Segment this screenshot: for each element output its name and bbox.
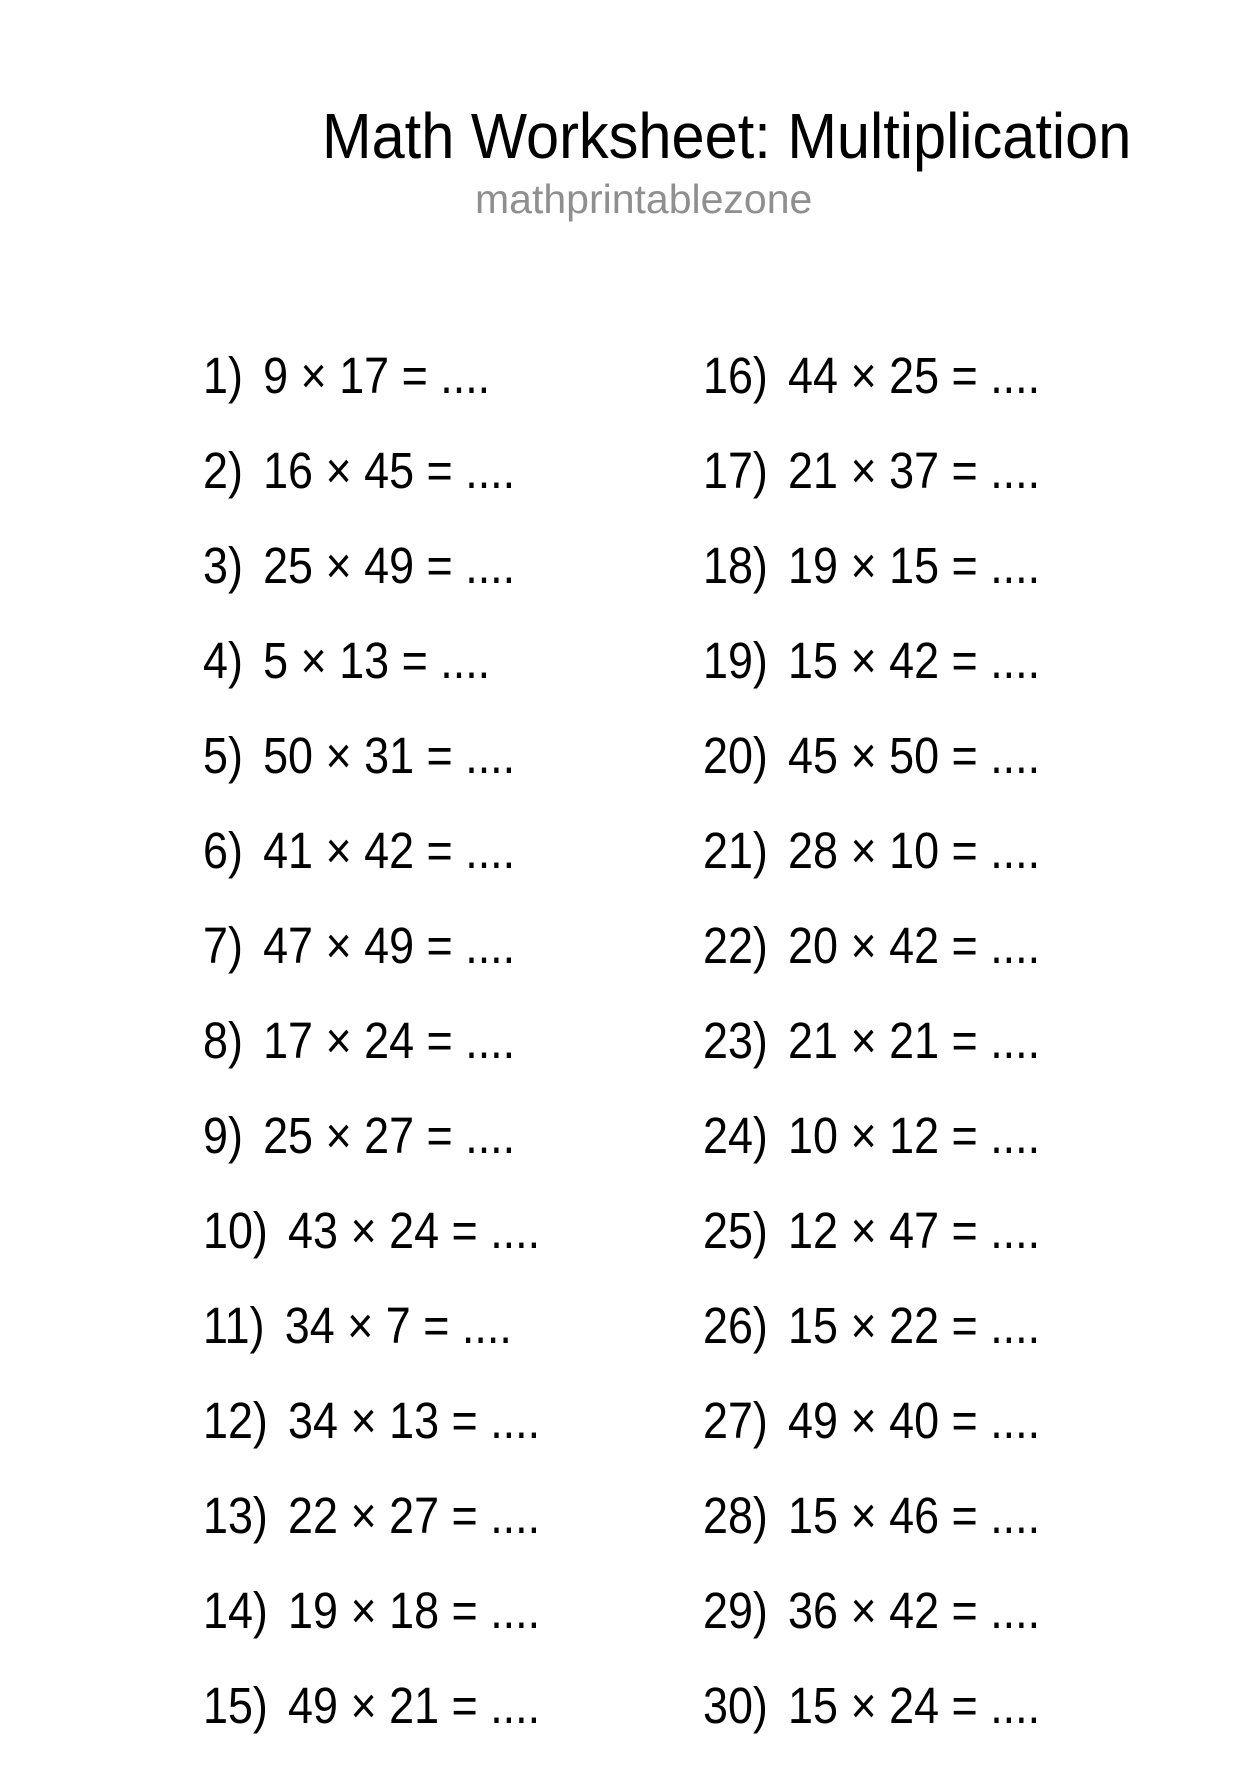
problem-row	[203, 729, 540, 824]
problem-expression: 21 × 37 = ....	[788, 442, 1041, 499]
problem-expression: 20 × 42 = ....	[788, 917, 1041, 974]
problem-number: 6)	[203, 822, 243, 879]
problem-row	[203, 1299, 540, 1394]
problem-number: 17)	[703, 442, 768, 499]
problem-number: 22)	[703, 917, 768, 974]
problem-row	[703, 1584, 1040, 1679]
problem-expression: 19 × 18 = ....	[288, 1582, 541, 1639]
problem-row	[703, 1489, 1040, 1584]
problem-row	[203, 1204, 540, 1299]
problem-row	[203, 634, 540, 729]
problems-column-right	[703, 349, 1086, 1774]
problem-expression: 12 × 47 = ....	[788, 1202, 1041, 1259]
problem-row	[203, 1394, 540, 1489]
problem-number: 15)	[203, 1677, 268, 1734]
page-title: Math Worksheet: Multiplication	[322, 100, 1132, 172]
problem-number: 19)	[703, 632, 768, 689]
problem-number: 10)	[203, 1202, 268, 1259]
problem-number: 1)	[203, 347, 243, 404]
problem-expression: 19 × 15 = ....	[788, 537, 1041, 594]
problem-row	[703, 1109, 1040, 1204]
problem-row	[203, 349, 540, 444]
problem-number: 20)	[703, 727, 768, 784]
problem-number: 24)	[703, 1107, 768, 1164]
problem-number: 12)	[203, 1392, 268, 1449]
problem-row	[203, 444, 540, 539]
problems-column-left	[203, 349, 586, 1774]
problem-expression: 22 × 27 = ....	[288, 1487, 541, 1544]
problem-row	[203, 1584, 540, 1679]
problem-row	[703, 729, 1040, 824]
problem-row	[703, 1204, 1040, 1299]
problem-expression: 10 × 12 = ....	[788, 1107, 1041, 1164]
problem-expression: 34 × 7 = ....	[284, 1297, 512, 1354]
problem-number: 21)	[703, 822, 768, 879]
problem-number: 18)	[703, 537, 768, 594]
problem-row	[203, 1014, 540, 1109]
problem-expression: 44 × 25 = ....	[788, 347, 1041, 404]
watermark-text: mathprintablezone	[475, 176, 813, 222]
problem-row	[703, 919, 1040, 1014]
problem-expression: 36 × 42 = ....	[788, 1582, 1041, 1639]
problem-number: 16)	[703, 347, 768, 404]
problem-number: 2)	[203, 442, 243, 499]
problem-expression: 25 × 27 = ....	[263, 1107, 516, 1164]
problem-row	[203, 1109, 540, 1204]
problem-row	[703, 634, 1040, 729]
problem-expression: 41 × 42 = ....	[263, 822, 516, 879]
problem-expression: 21 × 21 = ....	[788, 1012, 1041, 1069]
problem-row	[703, 1014, 1040, 1109]
problem-row	[203, 539, 540, 634]
problem-expression: 5 × 13 = ....	[263, 632, 491, 689]
problem-row	[703, 1299, 1040, 1394]
problem-row	[203, 1679, 540, 1774]
problem-expression: 25 × 49 = ....	[263, 537, 516, 594]
problem-expression: 17 × 24 = ....	[263, 1012, 516, 1069]
problem-expression: 34 × 13 = ....	[288, 1392, 541, 1449]
problem-number: 23)	[703, 1012, 768, 1069]
problem-number: 8)	[203, 1012, 243, 1069]
problem-row	[203, 824, 540, 919]
problem-row	[703, 349, 1040, 444]
problem-expression: 47 × 49 = ....	[263, 917, 516, 974]
problem-row	[703, 444, 1040, 539]
problem-expression: 28 × 10 = ....	[788, 822, 1041, 879]
problem-row	[703, 1679, 1040, 1774]
problem-number: 3)	[203, 537, 243, 594]
problem-row	[703, 824, 1040, 919]
problem-expression: 50 × 31 = ....	[263, 727, 516, 784]
problem-expression: 16 × 45 = ....	[263, 442, 516, 499]
problem-number: 30)	[703, 1677, 768, 1734]
problem-number: 4)	[203, 632, 243, 689]
problem-row	[203, 1489, 540, 1584]
problem-number: 26)	[703, 1297, 768, 1354]
problem-number: 5)	[203, 727, 243, 784]
problem-expression: 45 × 50 = ....	[788, 727, 1041, 784]
problem-row	[703, 1394, 1040, 1489]
problem-number: 27)	[703, 1392, 768, 1449]
problem-number: 28)	[703, 1487, 768, 1544]
problem-expression: 43 × 24 = ....	[288, 1202, 541, 1259]
problem-number: 14)	[203, 1582, 268, 1639]
problem-expression: 15 × 22 = ....	[788, 1297, 1041, 1354]
problem-row	[203, 919, 540, 1014]
problem-expression: 15 × 24 = ....	[788, 1677, 1041, 1734]
problem-expression: 15 × 42 = ....	[788, 632, 1041, 689]
problem-number: 9)	[203, 1107, 243, 1164]
problem-expression: 15 × 46 = ....	[788, 1487, 1041, 1544]
problem-number: 7)	[203, 917, 243, 974]
problem-number: 29)	[703, 1582, 768, 1639]
problem-expression: 49 × 21 = ....	[288, 1677, 541, 1734]
problem-number: 25)	[703, 1202, 768, 1259]
problem-row	[703, 539, 1040, 634]
problem-expression: 49 × 40 = ....	[788, 1392, 1041, 1449]
problem-expression: 9 × 17 = ....	[263, 347, 491, 404]
problem-number: 11)	[203, 1297, 265, 1354]
problem-number: 13)	[203, 1487, 268, 1544]
